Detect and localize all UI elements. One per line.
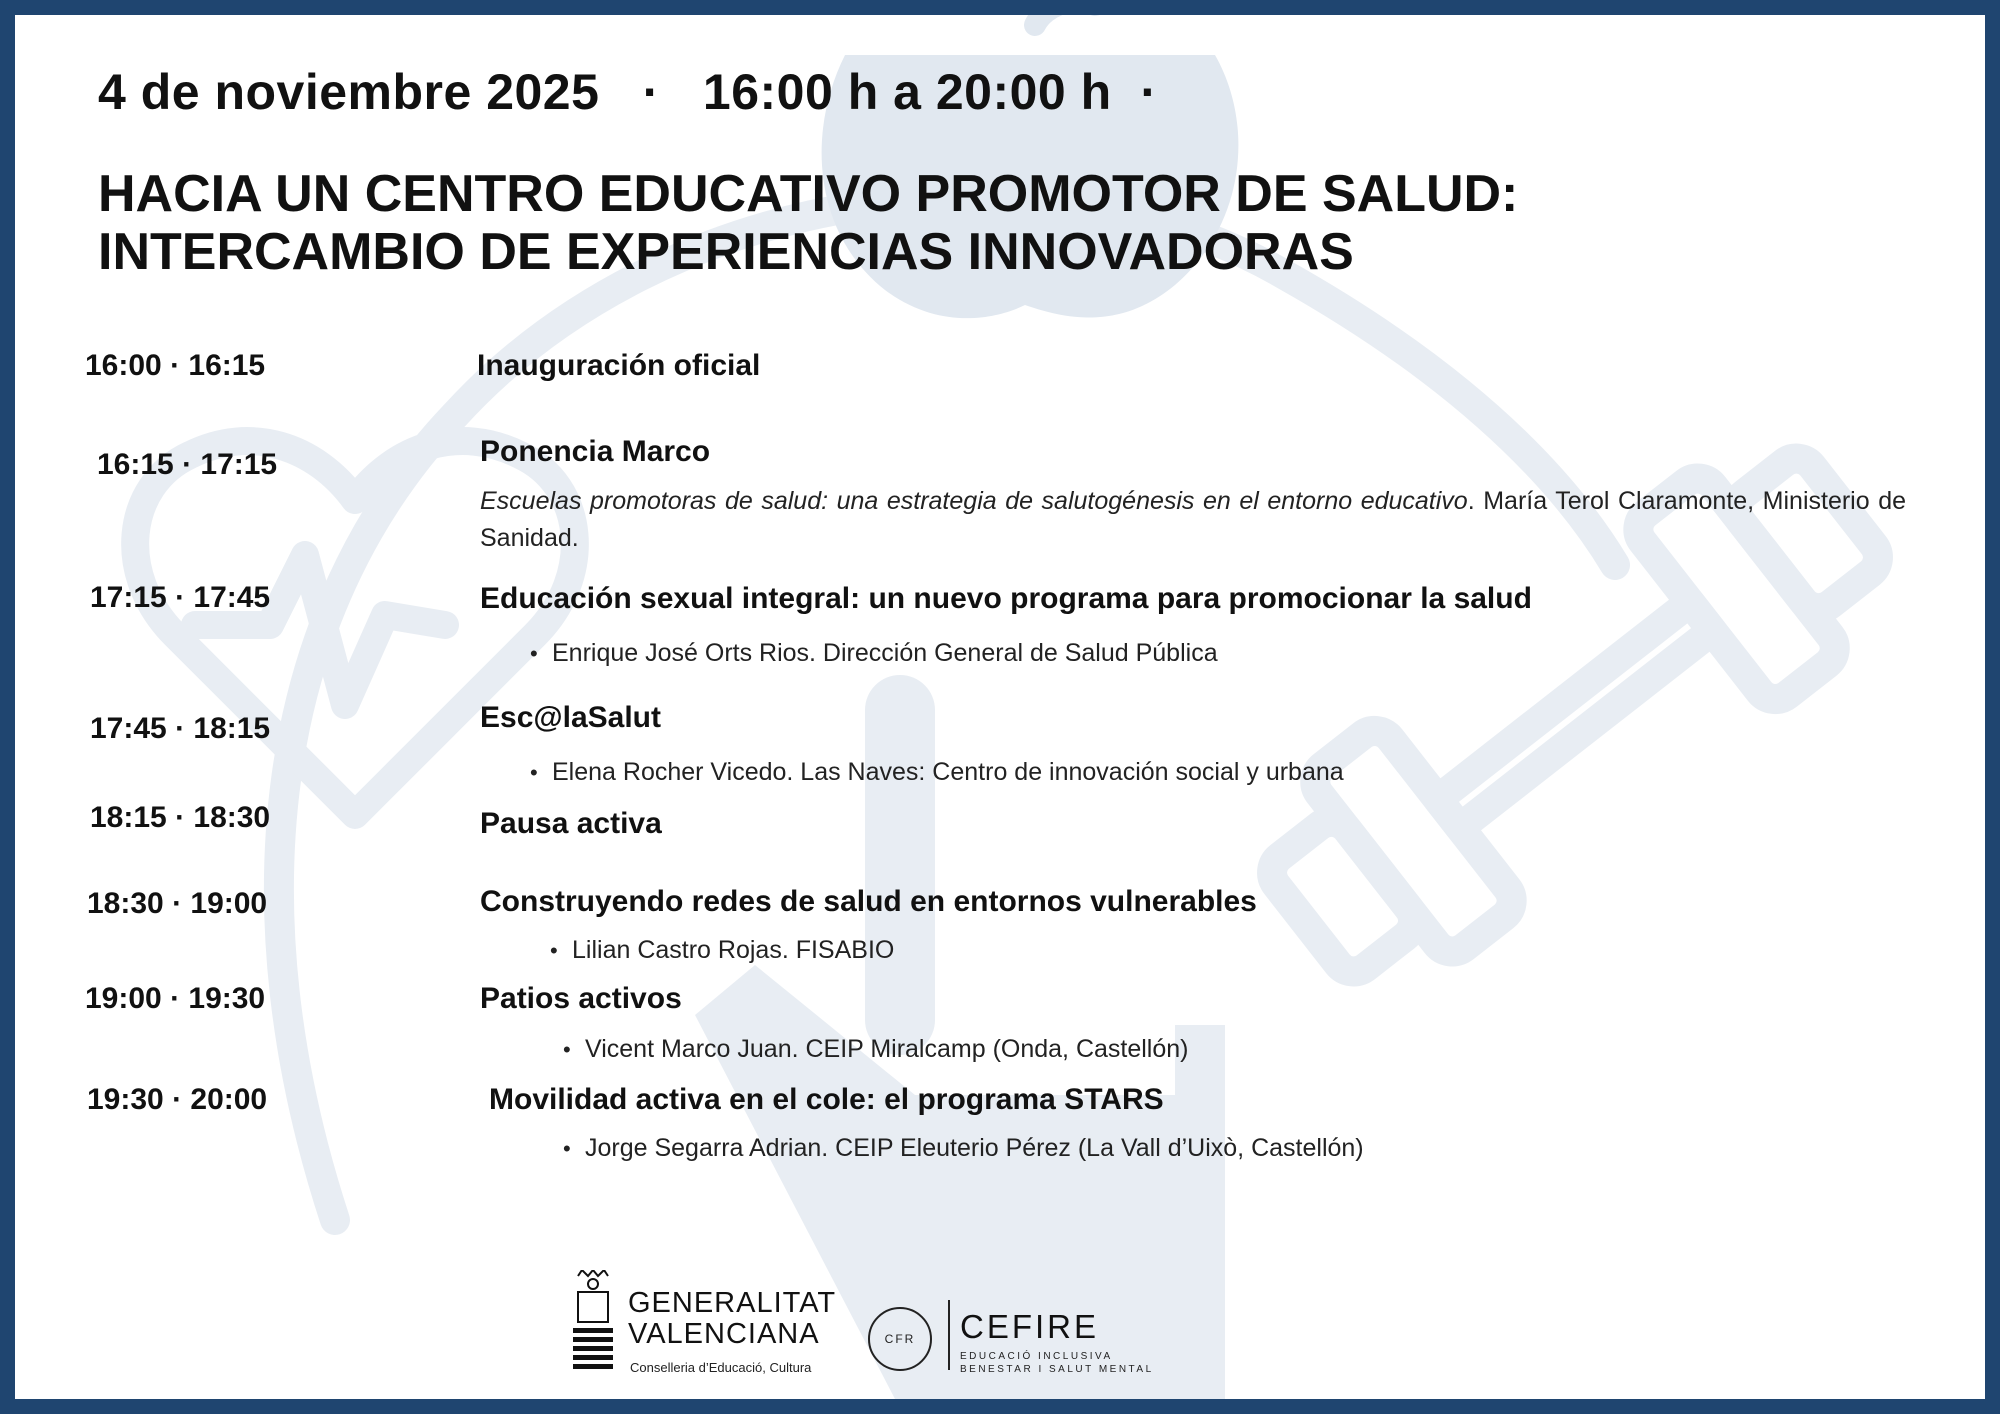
session-title: Construyendo redes de salud en entornos vulnerables	[480, 885, 1257, 918]
bullet-icon: •	[550, 938, 558, 963]
generalitat-wordmark	[628, 1288, 836, 1350]
cefire-subtitle: BENESTAR I SALUT MENTAL	[960, 1364, 1154, 1375]
speaker-text: Lilian Castro Rojas. FISABIO	[572, 936, 895, 964]
session-description	[480, 483, 1906, 557]
bullet-icon: •	[530, 760, 538, 785]
session-title: Ponencia Marco	[480, 435, 711, 468]
cfr-logo-icon: CFR	[868, 1307, 932, 1371]
session-title: Pausa activa	[480, 807, 662, 840]
session-title: Patios activos	[480, 982, 682, 1015]
cefire-subtitle: EDUCACIÓ INCLUSIVA	[960, 1351, 1113, 1362]
session-time: 16:15 · 17:15	[97, 448, 278, 481]
session-time: 17:15 · 17:45	[90, 581, 271, 614]
session-title: Educación sexual integral: un nuevo programa para promocionar la salud	[480, 582, 1532, 615]
bullet-icon: •	[530, 641, 538, 666]
generalitat-line: VALENCIANA	[628, 1318, 820, 1350]
bullet-icon: •	[563, 1037, 571, 1062]
program-page	[15, 15, 1985, 1399]
session-title: Esc@laSalut	[480, 701, 661, 734]
session-title: Movilidad activa en el cole: el programa STARS	[489, 1083, 1164, 1116]
speaker-item	[530, 639, 1218, 668]
logo-divider	[948, 1300, 950, 1370]
speaker-item	[550, 936, 894, 965]
generalitat-crest-icon	[568, 1270, 618, 1378]
session-time: 19:00 · 19:30	[85, 982, 266, 1015]
conselleria-name: Conselleria d’Educació, Cultura	[630, 1360, 812, 1375]
sponsor-logos	[568, 1270, 1268, 1395]
lecture-speaker: . María Terol Claramonte, Ministerio de Sanidad.	[480, 487, 1906, 552]
speaker-item	[563, 1035, 1189, 1064]
bullet-icon: •	[563, 1136, 571, 1161]
session-time: 19:30 · 20:00	[87, 1083, 268, 1116]
speaker-text: Jorge Segarra Adrian. CEIP Eleuterio Pérez (La Vall d’Uixò, Castellón)	[585, 1134, 1364, 1162]
lecture-title: Escuelas promotoras de salud: una estrategia de salutogénesis en el entorno educativo	[480, 487, 1468, 515]
speaker-text: Elena Rocher Vicedo. Las Naves: Centro de innovación social y urbana	[552, 758, 1344, 786]
cefire-wordmark: CEFIRE	[960, 1308, 1100, 1345]
speaker-item	[530, 758, 1344, 787]
event-title	[98, 165, 1798, 281]
event-title-line: INTERCAMBIO DE EXPERIENCIAS INNOVADORAS	[98, 223, 1354, 281]
event-title-line: HACIA UN CENTRO EDUCATIVO PROMOTOR DE SALUD:	[98, 165, 1519, 223]
session-time: 18:15 · 18:30	[90, 801, 271, 834]
session-time: 16:00 · 16:15	[85, 349, 266, 382]
speaker-text: Vicent Marco Juan. CEIP Miralcamp (Onda, Castellón)	[585, 1035, 1189, 1063]
speaker-text: Enrique José Orts Rios. Dirección General de Salud Pública	[552, 639, 1218, 667]
speaker-item	[563, 1134, 1364, 1163]
generalitat-line: GENERALITAT	[628, 1287, 837, 1319]
session-time: 18:30 · 19:00	[87, 887, 268, 920]
event-date-time: 4 de noviembre 2025 · 16:00 h a 20:00 h ·	[98, 64, 1158, 120]
session-title: Inauguración oficial	[477, 349, 761, 382]
session-time: 17:45 · 18:15	[90, 712, 271, 745]
